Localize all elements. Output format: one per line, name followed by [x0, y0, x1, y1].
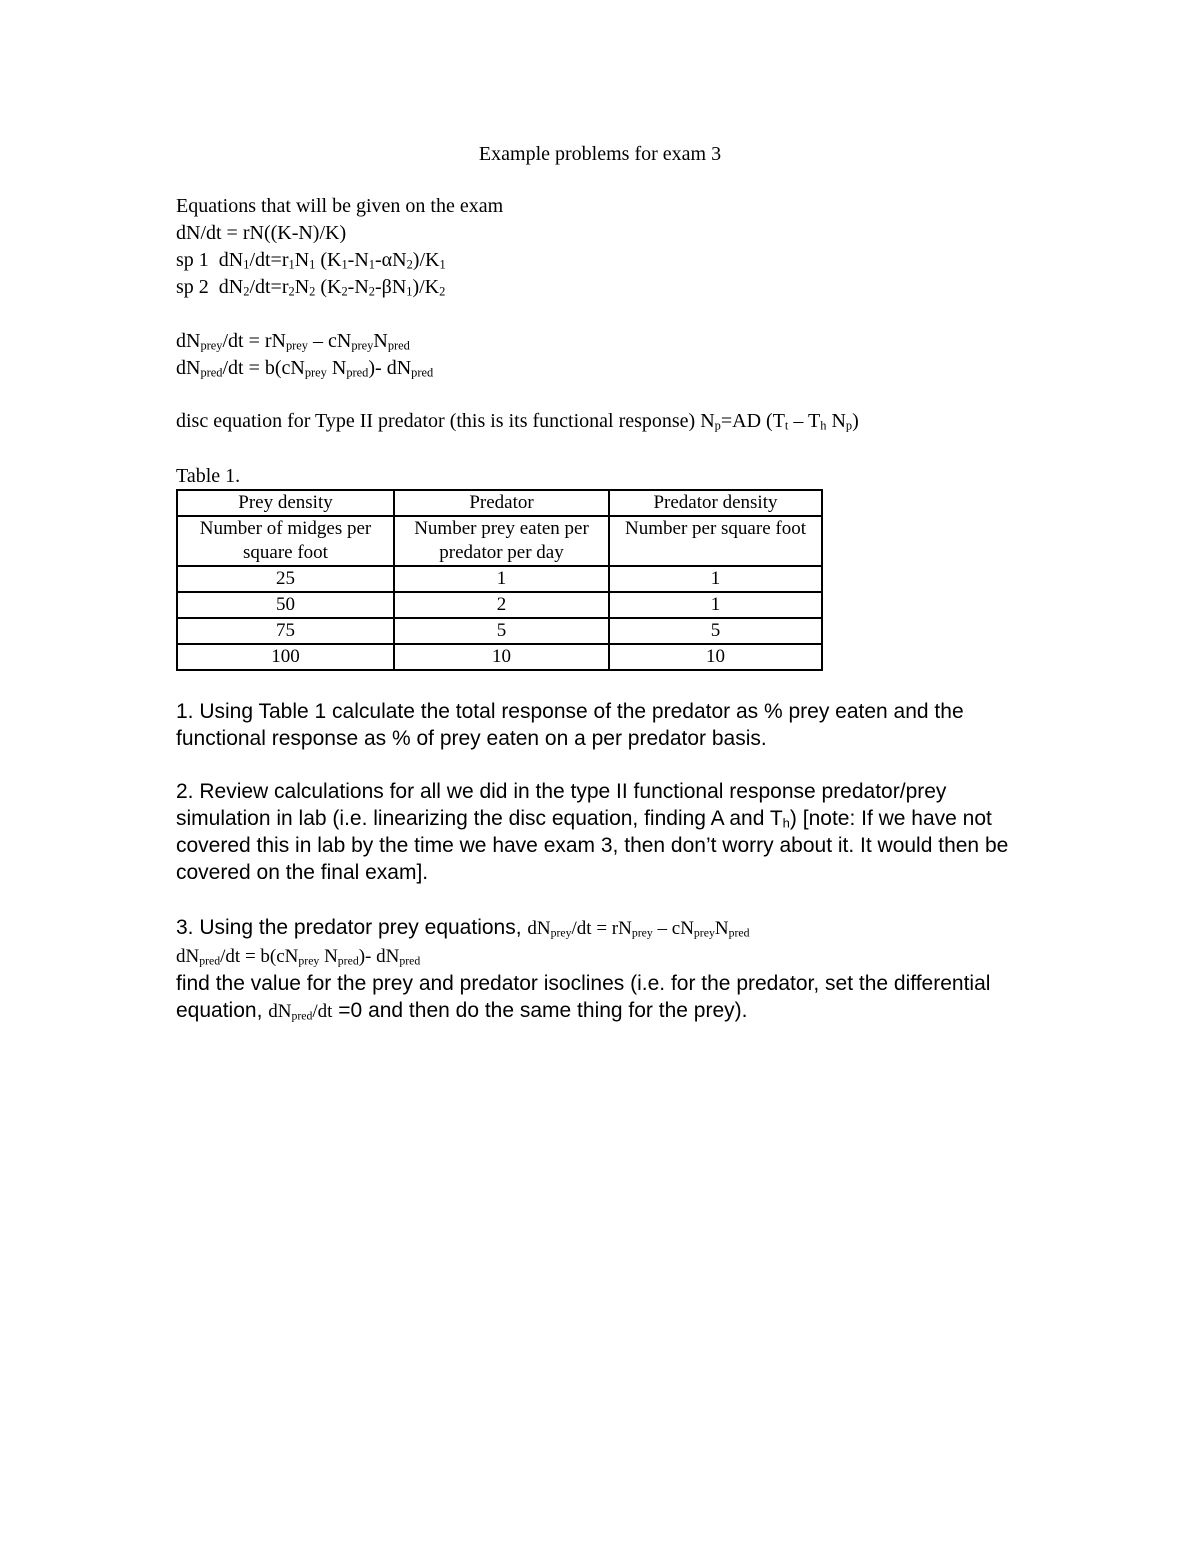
table-cell: 1	[609, 592, 822, 618]
disc-equation-text: disc equation for Type II predator (this is its functional response)	[176, 410, 701, 432]
table-cell: 100	[177, 644, 394, 670]
page-title: Example problems for exam 3	[478, 143, 722, 165]
question-3-prey-equation: $dN_{prey}/dt = rN_{prey} - cN_{prey}N_{pred}$	[527, 918, 750, 940]
table-cell: 10	[394, 644, 609, 670]
table-cell: 2	[394, 592, 609, 618]
disc-equation	[176, 408, 1076, 435]
question-1: 1. Using Table 1 calculate the total response of the predator as % prey eaten and the functional response as % of prey eaten on a per predator basis.	[176, 700, 964, 750]
table-cell: 75	[177, 618, 394, 644]
predator-prey-equations	[176, 328, 1076, 382]
question-2-note: ) [note: If we have not covered this in lab by the time we have exam 3, then don’t worry about it. It would then be covered on the final exam].	[176, 807, 1009, 884]
question-3-intro: 3. Using the predator prey equations,	[176, 916, 528, 939]
question-3-predator-equation: $dN_{pred}/dt = b(cN_{prey}$ $N_{pred})-$ $dN_{pred}$	[176, 946, 421, 968]
question-2-text: 2. Review calculations for all we did in the type II functional response predator/prey simulation in lab (i.e. linearizing the disc equation, finding A and	[176, 780, 947, 830]
table-subheader-row	[177, 516, 822, 566]
table-row	[177, 644, 822, 670]
table-cell: 10	[609, 644, 822, 670]
table-cell: 5	[394, 618, 609, 644]
question-3	[176, 914, 1036, 1025]
table-header-cell: Prey density	[177, 490, 394, 516]
predator-equation: $dN_{pred}/dt = b(cN_{prey}$ $N_{pred})-$ $dN_{pred}$	[176, 357, 434, 380]
table-header-cell: Predator density	[609, 490, 822, 516]
table-row	[177, 618, 822, 644]
data-table	[176, 489, 823, 671]
table-cell: 1	[609, 566, 822, 592]
question-2: 2. Review calculations for all we did in the type II functional response predator/prey simulation in lab (i.e. linearizing the disc equation, finding A and $T_h$) [note: If we have not covered this in lab by the time we have exam 3, then don’t worry about it. It would then be covered on the final exam].	[176, 780, 1009, 884]
table-cell: 1	[394, 566, 609, 592]
table-label: Table 1.	[176, 465, 241, 487]
disc-equation-formula: $N_p=AD$ ($T_t - T_h$ $N_p$)	[700, 410, 859, 433]
question-3-task: find the value for the prey and predator isoclines (i.e. for the predator, set the differential equation,	[176, 972, 991, 1022]
table-row	[177, 592, 822, 618]
table-subheader-cell: Number prey eaten per predator per day	[394, 516, 609, 566]
logistic-equation: dN/dt = rN((K-N)/K)	[176, 222, 347, 244]
question-3-inline-equation: $dN_{pred}/dt$	[268, 1001, 333, 1023]
table-row	[177, 566, 822, 592]
table-cell: 25	[177, 566, 394, 592]
table-cell: 5	[609, 618, 822, 644]
table-header-cell: Predator	[394, 490, 609, 516]
equations-intro: Equations that will be given on the exam	[176, 195, 504, 217]
table-header-row	[177, 490, 822, 516]
species-1-equation: sp 1 $dN_1/dt=r_1N_1$ $(K_1-N_1-\alpha N_2)/K_1$	[176, 249, 446, 272]
table-subheader-cell: Number per square foot	[609, 516, 822, 566]
equations-block	[176, 193, 1076, 301]
table-cell: 50	[177, 592, 394, 618]
species-2-equation: sp 2 $dN_2/dt=r_2N_2$ $(K_2-N_2-\beta N_1)/K_2$	[176, 276, 446, 299]
table-subheader-cell: Number of midges per square foot	[177, 516, 394, 566]
question-3-end: =0 and then do the same thing for the prey).	[332, 999, 748, 1022]
prey-equation: $dN_{prey}/dt = rN_{prey} - cN_{prey}N_{pred}$	[176, 330, 410, 353]
